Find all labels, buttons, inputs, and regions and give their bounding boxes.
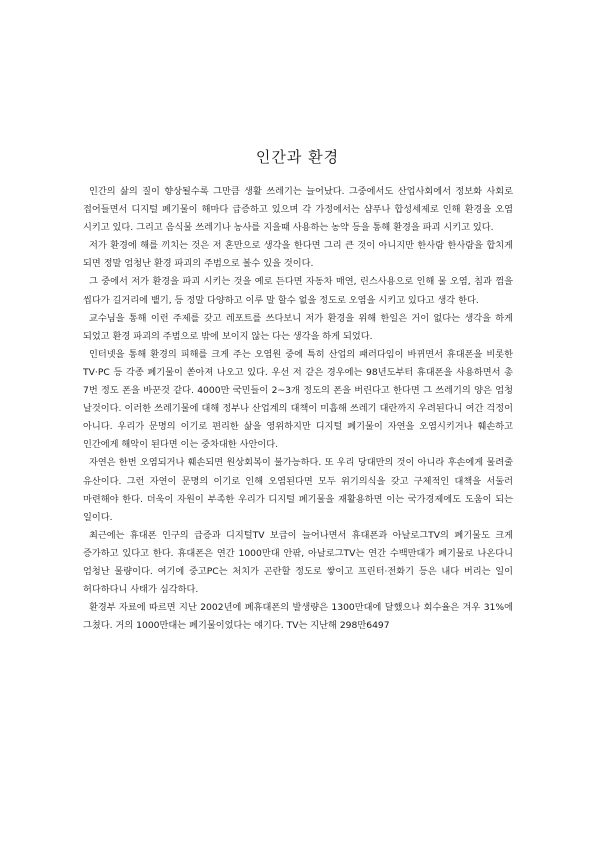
paragraph: 자연은 한번 오염되거나 훼손되면 원상회복이 불가능하다. 또 우리 당대만의 것이 아니라 후손에게 물려줄 유산이다. 그런 자연이 문명의 이기로 인해 오염된다면 모두 위기의식을 갖고 구체적인 대책을 서둘러 마련해야 한다. 더욱이 자원이 부족한 우리가 디지털 폐기물을 재활용하면 이는 국가경제에도 도움이 되는 일이다. — [83, 457, 513, 523]
paragraph: 인터넷을 통해 환경의 피해를 크게 주는 오염원 중에 특히 산업의 패러다임이 바뀌면서 휴대폰을 비롯한 TV·PC 등 각종 폐기물이 쏟아져 나오고 있다. 우선 저 같은 경우에는 98년도부터 휴대폰을 사용하면서 총 7번 정도 폰을 바꾼것 같다. 4000만 국민들이 2~3개 정도의 폰을 버린다고 한다면 그 쓰레기의 양은 엄청 날것이다. 이러한 쓰레기물에 대해 정부나 산업계의 대책이 미흡해 쓰레기 대란까지 우려된다니 여간 걱정이 아니다. 우리가 문명의 이기로 편리한 삶을 영위하지만 디지털 폐기물이 자연을 오염시키거나 훼손하고 인간에게 해악이 된다면 이는 중차대한 사안이다. — [83, 348, 513, 451]
paragraph: 환경부 자료에 따르면 지난 2002년에 폐휴대폰의 발생량은 1300만대에 달했으나 회수율은 겨우 31%에 그쳤다. 거의 1000만대는 폐기물이었다는 얘기다. TV는 지난해 298만6497 — [83, 602, 513, 632]
paragraph: 교수님을 통해 이런 주제를 갖고 레포트를 쓰다보니 저가 환경을 위해 한일은 거이 없다는 생각을 하게 되었고 환경 파괴의 주범으로 밖에 보이지 않는 다는 생각을 하게 되었다. — [83, 312, 513, 342]
paragraph: 저가 환경에 해를 끼치는 것은 저 혼만으로 생각을 한다면 그리 큰 것이 아니지만 한사람 한사람을 합치게 되면 정말 엄청난 환경 파괴의 주범으로 볼수 있을 것이다. — [83, 240, 513, 270]
paragraph: 인간의 삶의 질이 향상될수록 그만큼 생활 쓰레기는 늘어났다. 그중에서도 산업사회에서 정보화 사회로 접어들면서 디지털 폐기물이 해마다 급증하고 있으며 각 가정에서는 샴푸나 합성세제로 인해 환경을 오염 시키고 있다. 그리고 음식물 쓰레기나 농사를 지을때 사용하는 농약 등을 통해 환경을 파괴 시키고 있다. — [83, 186, 513, 234]
paragraph: 최근에는 휴대폰 인구의 급증과 디지털TV 보급이 늘어나면서 휴대폰과 아날로그TV의 폐기물도 크게 증가하고 있다고 한다. 휴대폰은 연간 1000만대 안팎, 아날로그TV는 연간 수백만대가 폐기물로 나온다니 엄청난 물량이다. 여기에 중고PC는 처치가 곤란할 정도로 쌓이고 프린터·전화기 등은 내다 버리는 일이 허다하다니 사태가 심각하다. — [83, 529, 513, 596]
paragraph: 그 중에서 저가 환경을 파괴 시키는 것을 예로 든다면 자동차 매연, 린스사용으로 인해 물 오염, 침과 껌을 씹다가 길거리에 뱉기, 등 정말 다양하고 이루 말 할수 없을 정도로 오염을 시키고 있다고 생각 한다. — [83, 276, 513, 306]
document-body — [83, 183, 513, 635]
page-title: 인간과 환경 — [255, 148, 340, 166]
